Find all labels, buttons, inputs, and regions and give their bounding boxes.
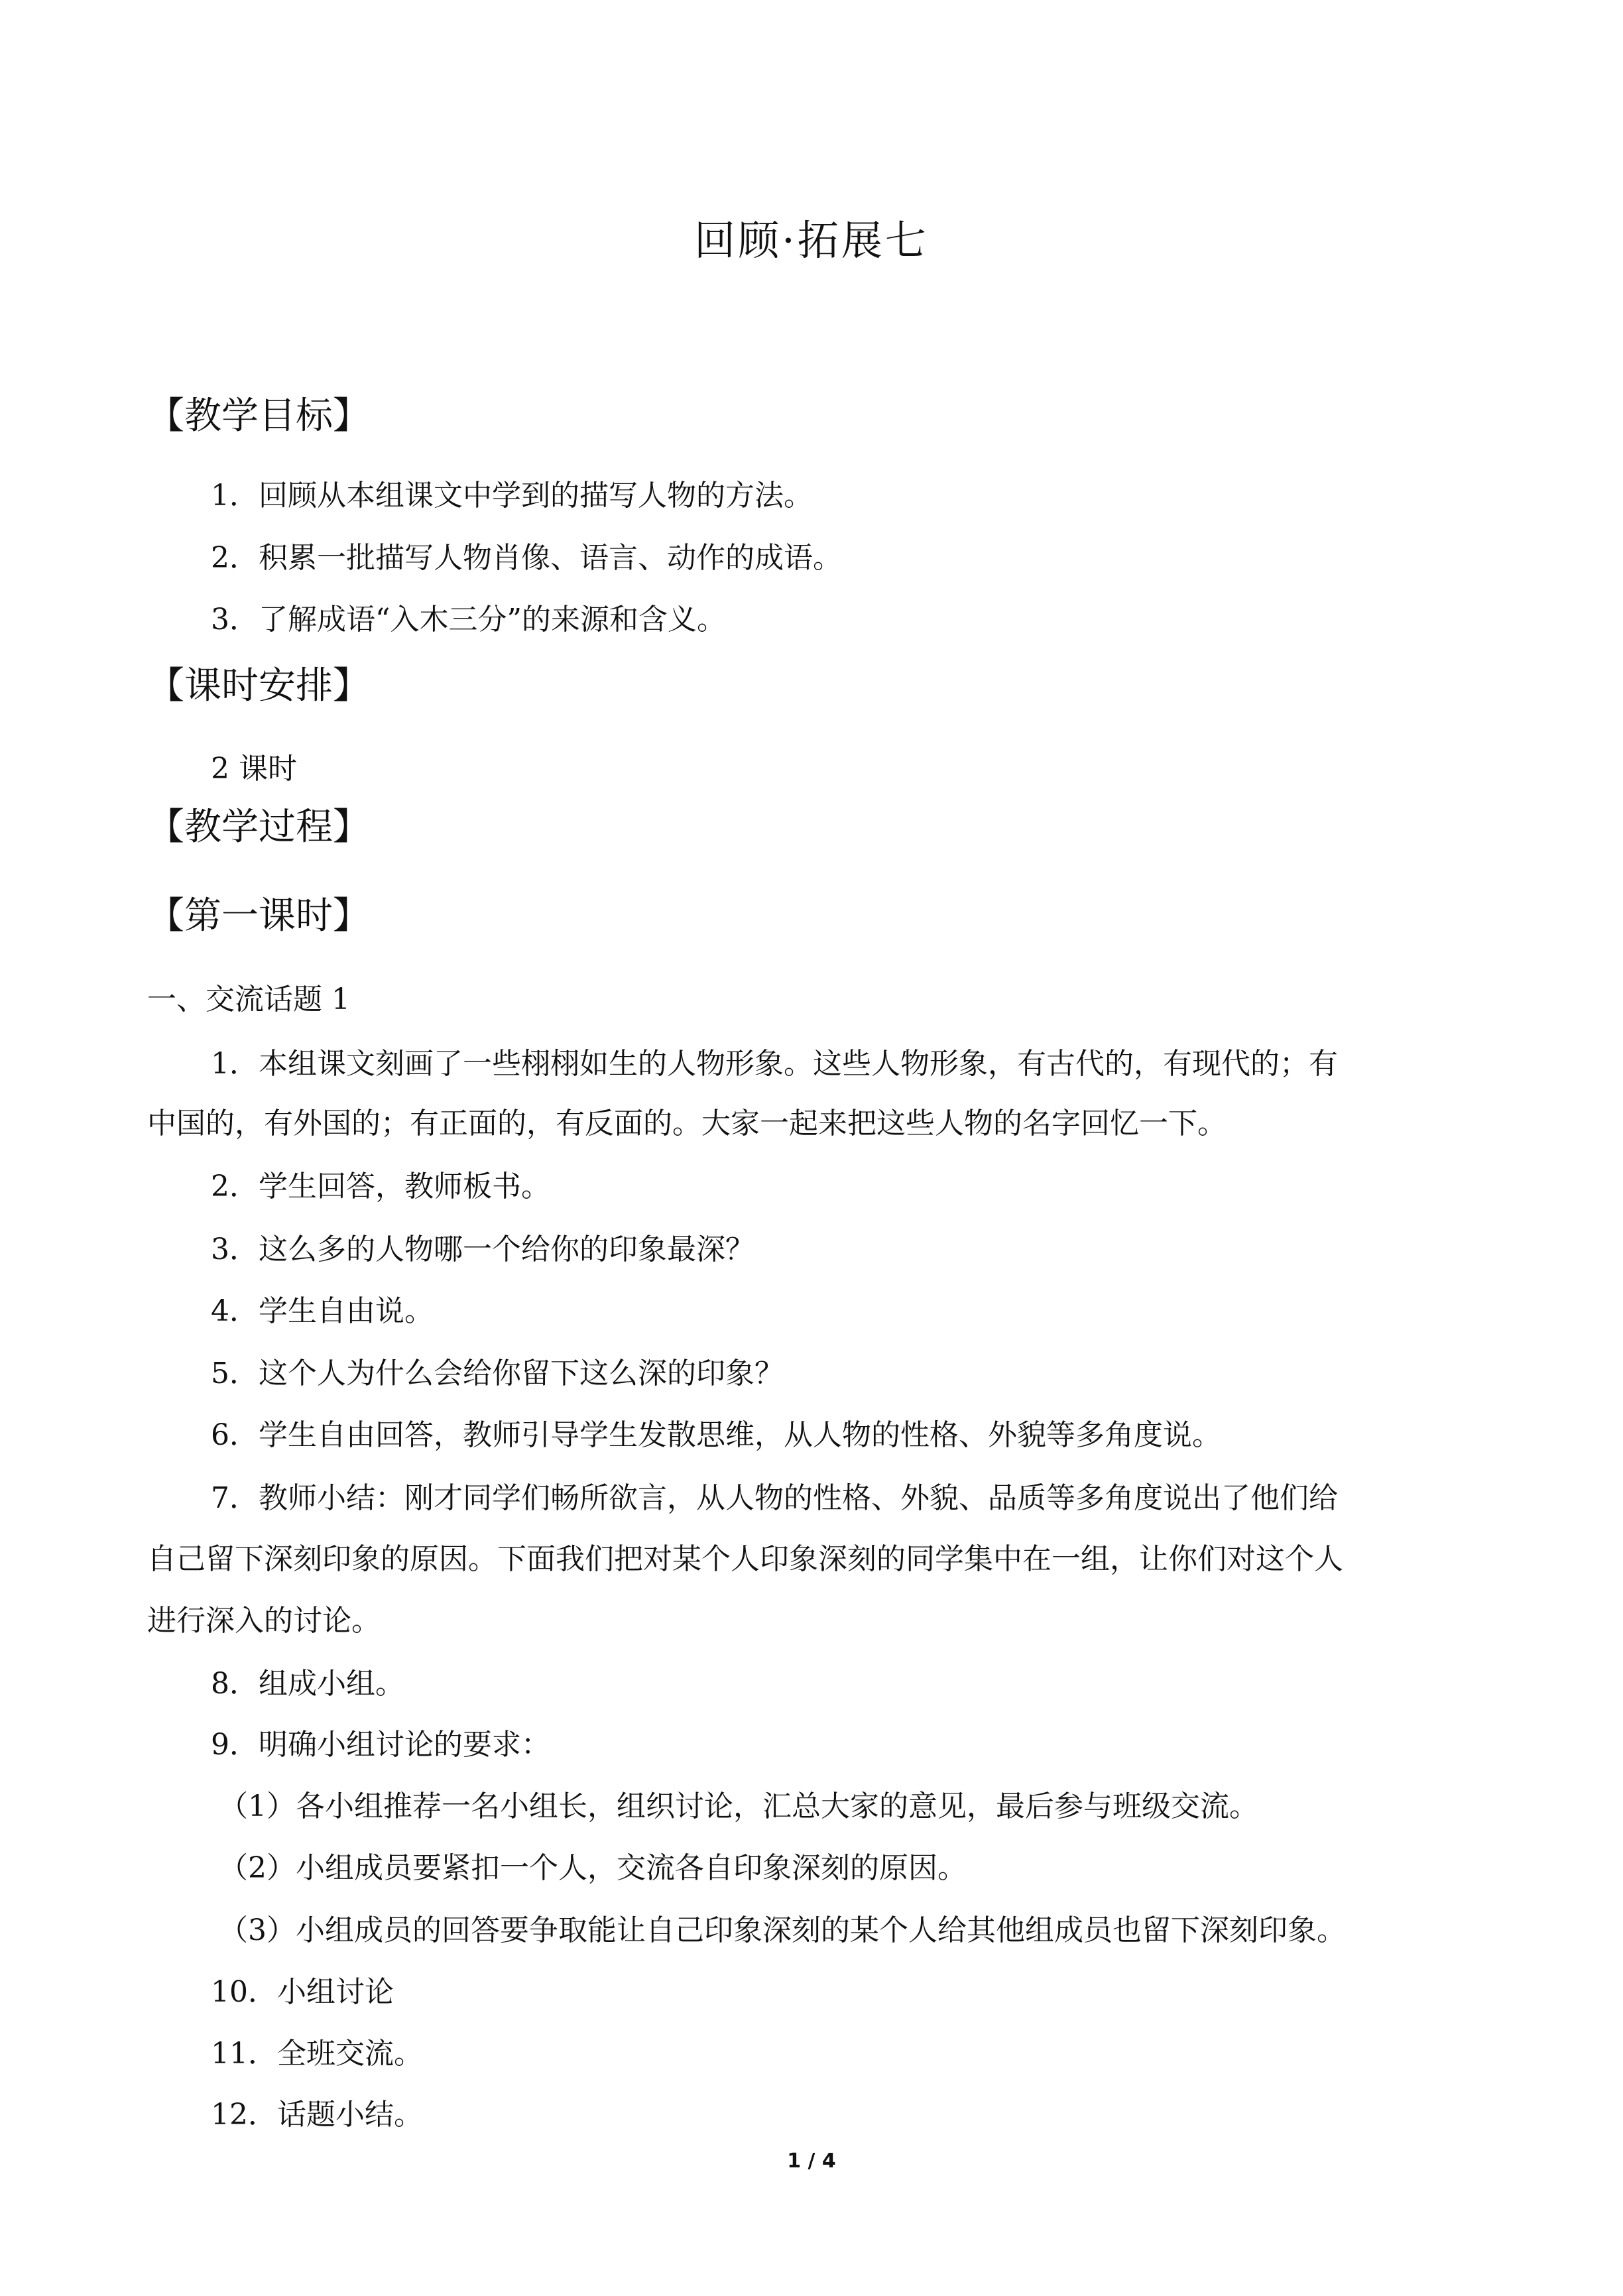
lesson-item: 11．全班交流。: [211, 2037, 423, 2071]
lesson-item: 10．小组讨论: [211, 1975, 394, 2009]
objectives-heading: 【教学目标】: [147, 394, 370, 438]
page-number: 1 / 4: [787, 2149, 836, 2173]
lesson-item-continued: 自己留下深刻印象的原因。下面我们把对某个人印象深刻的同学集中在一组，让你们对这个人: [147, 1542, 1343, 1576]
document-title: 回顾·拓展七: [694, 216, 929, 265]
process-heading: 【教学过程】: [147, 806, 370, 849]
lesson-item: 4．学生自由说。: [211, 1294, 434, 1328]
lesson1-heading: 【第一课时】: [147, 894, 370, 937]
schedule-text: 2 课时: [211, 752, 297, 786]
lesson-item-continued: 中国的，有外国的；有正面的，有反面的。大家一起来把这些人物的名字回忆一下。: [147, 1107, 1227, 1140]
requirement-item: （1）各小组推荐一名小组长，组织讨论，汇总大家的意见，最后参与班级交流。: [219, 1789, 1258, 1823]
lesson-item: 7．教师小结：刚才同学们畅所欲言，从人物的性格、外貌、品质等多角度说出了他们给: [211, 1481, 1338, 1515]
part1-title: 一、交流话题 1: [147, 983, 350, 1016]
requirement-item: （3）小组成员的回答要争取能让自己印象深刻的某个人给其他组成员也留下深刻印象。: [219, 1913, 1346, 1947]
lesson-item: 5．这个人为什么会给你留下这么深的印象？: [211, 1357, 784, 1390]
lesson-item-continued: 进行深入的讨论。: [147, 1604, 381, 1638]
requirement-item: （2）小组成员要紧扣一个人，交流各自印象深刻的原因。: [219, 1851, 967, 1885]
lesson-item: 3．这么多的人物哪一个给你的印象最深？: [211, 1233, 754, 1266]
lesson-item: 1．本组课文刻画了一些栩栩如生的人物形象。这些人物形象，有古代的，有现代的；有: [211, 1047, 1338, 1081]
lesson-item: 2．学生回答，教师板书。: [211, 1170, 550, 1203]
lesson-item: 12．话题小结。: [211, 2098, 423, 2132]
objective-item: 2．积累一批描写人物肖像、语言、动作的成语。: [211, 541, 842, 575]
lesson-item: 9．明确小组讨论的要求：: [211, 1728, 550, 1762]
schedule-heading: 【课时安排】: [147, 664, 370, 707]
objective-item: 3．了解成语“入木三分”的来源和含义。: [211, 603, 726, 636]
lesson-item: 8．组成小组。: [211, 1667, 404, 1701]
objective-item: 1．回顾从本组课文中学到的描写人物的方法。: [211, 479, 813, 513]
lesson-item: 6．学生自由回答，教师引导学生发散思维，从人物的性格、外貌等多角度说。: [211, 1418, 1221, 1452]
